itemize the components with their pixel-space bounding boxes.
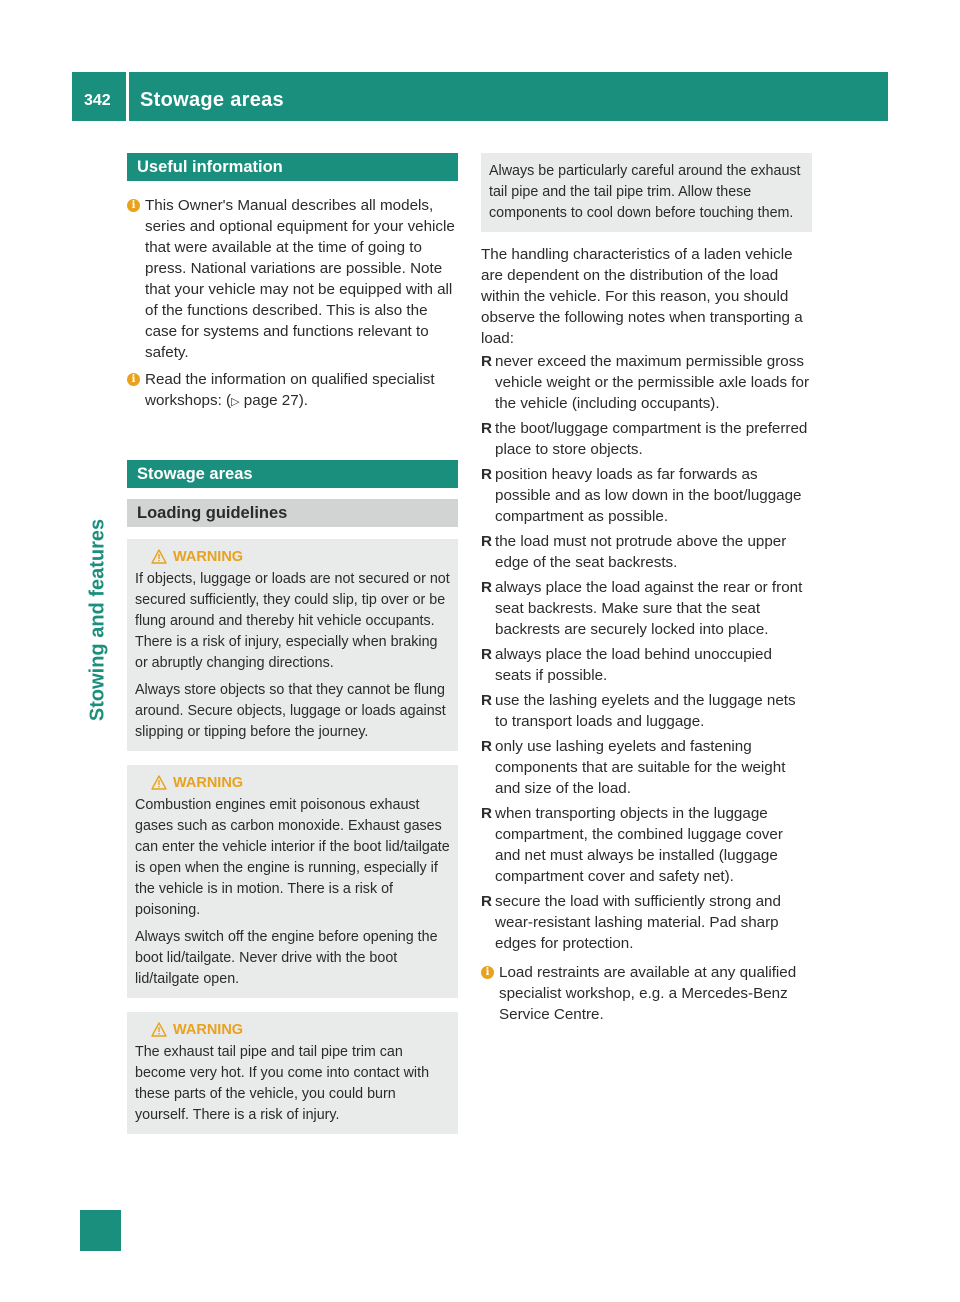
warning-box-continued xyxy=(481,153,812,232)
body-paragraph: The handling characteristics of a laden vehicle are dependent on the distribution of the load within the vehicle. For this reason, you should observe the following notes when transporting a load: xyxy=(481,246,803,347)
info-note xyxy=(481,962,812,1025)
list-item xyxy=(481,577,812,640)
bullet-marker: R xyxy=(481,692,492,709)
list-item-text: the boot/luggage compartment is the preferred place to store objects. xyxy=(495,420,808,458)
info-text: Read the information on qualified specialist workshops: ( xyxy=(145,371,435,409)
warning-text: The exhaust tail pipe and tail pipe trim can become very hot. If you come into contact with these parts of the vehicle, you could burn yourself. There is a risk of injury. xyxy=(135,1044,430,1123)
bullet-marker: R xyxy=(481,646,492,663)
left-column xyxy=(127,153,458,1134)
warning-text: Always store objects so that they cannot be flung around. Secure objects, luggage or loads against slipping or tipping before the journey. xyxy=(135,682,446,740)
list-item xyxy=(481,644,812,686)
warning-triangle-icon xyxy=(151,1022,167,1037)
warning-triangle-icon xyxy=(151,549,167,564)
info-icon: i xyxy=(127,373,140,386)
list-item-text: use the lashing eyelets and the luggage nets to transport loads and luggage. xyxy=(495,692,796,730)
list-item xyxy=(481,803,812,887)
info-icon: i xyxy=(481,966,494,979)
warning-label: WARNING xyxy=(173,1022,244,1038)
right-column xyxy=(481,153,812,1025)
page-ref-arrow-icon: ▷ xyxy=(231,396,240,408)
list-item-text: the load must not protrude above the upper edge of the seat backrests. xyxy=(495,533,787,571)
list-item-text: never exceed the maximum permissible gross vehicle weight or the permissible axle loads for the vehicle (including occupants). xyxy=(495,353,810,412)
side-tab-marker xyxy=(80,1210,121,1251)
info-text: Load restraints are available at any qualified specialist workshop, e.g. a Mercedes-Benz Service Centre. xyxy=(499,964,797,1023)
bullet-marker: R xyxy=(481,353,492,370)
page-reference-link[interactable]: page 27 xyxy=(243,392,299,409)
warning-header xyxy=(135,773,450,793)
warning-box xyxy=(127,1012,458,1134)
warning-label: WARNING xyxy=(173,775,244,791)
bullet-marker: R xyxy=(481,805,492,822)
list-item-text: when transporting objects in the luggage compartment, the combined luggage cover and net must always be installed (luggage compartment cover and safety net). xyxy=(495,805,783,885)
warning-triangle-icon xyxy=(151,775,167,790)
stowage-heading: Stowage areas xyxy=(127,460,458,488)
warning-box xyxy=(127,539,458,751)
list-item xyxy=(481,531,812,573)
bullet-marker: R xyxy=(481,738,492,755)
info-note xyxy=(127,369,458,413)
bullet-marker: R xyxy=(481,466,492,483)
bullet-marker: R xyxy=(481,533,492,550)
list-item-text: always place the load behind unoccupied seats if possible. xyxy=(495,646,772,684)
list-item-text: only use lashing eyelets and fastening components that are suitable for the weight and size of the load. xyxy=(495,738,786,797)
section-side-label: Stowing and features xyxy=(86,518,109,722)
info-icon: i xyxy=(127,199,140,212)
list-item-text: position heavy loads as far forwards as possible and as low down in the boot/luggage compartment as possible. xyxy=(495,466,802,525)
bullet-marker: R xyxy=(481,893,492,910)
warning-text: Always be particularly careful around the exhaust tail pipe and the tail pipe trim. Allow these components to cool down before touching them. xyxy=(489,163,801,221)
header-bar xyxy=(72,72,888,121)
warning-text: Always switch off the engine before opening the boot lid/tailgate. Never drive with the boot lid/tailgate open. xyxy=(135,929,438,987)
warning-text: If objects, luggage or loads are not secured or not secured sufficiently, they could slip, tip over or be flung around and thereby hit vehicle occupants. There is a risk of injury, especially when braking or abruptly changing directions. xyxy=(135,571,450,671)
list-item xyxy=(481,736,812,799)
warning-label: WARNING xyxy=(173,549,244,565)
list-item xyxy=(481,418,812,460)
list-item xyxy=(481,351,812,414)
loading-bullet-list xyxy=(481,351,812,954)
list-item xyxy=(481,690,812,732)
info-text: ). xyxy=(298,392,308,409)
warning-header xyxy=(135,547,450,567)
info-note xyxy=(127,195,458,363)
info-text: This Owner's Manual describes all models, series and optional equipment for your vehicle that were available at the time of going to press. National variations are possible. Note that your vehicle may not be equipped with all of the functions described. This is also the case for systems and functions relevant to safety. xyxy=(145,197,455,361)
list-item-text: always place the load against the rear or front seat backrests. Make sure that the seat backrests are securely locked into place. xyxy=(495,579,803,638)
bullet-marker: R xyxy=(481,420,492,437)
header-divider xyxy=(126,72,129,121)
list-item xyxy=(481,891,812,954)
list-item xyxy=(481,464,812,527)
page-title: Stowage areas xyxy=(140,89,284,111)
loading-guidelines-heading: Loading guidelines xyxy=(127,499,458,527)
warning-box xyxy=(127,765,458,998)
page-number: 342 xyxy=(84,92,111,109)
useful-info-heading: Useful information xyxy=(127,153,458,181)
warning-text: Combustion engines emit poisonous exhaust gases such as carbon monoxide. Exhaust gases can enter the vehicle interior if the boot lid/tailgate is open when the engine is running, especially if the vehicle is in motion. There is a risk of poisoning. xyxy=(135,797,450,918)
warning-header xyxy=(135,1020,450,1040)
list-item-text: secure the load with sufficiently strong and wear-resistant lashing material. Pad sharp edges for protection. xyxy=(495,893,781,952)
bullet-marker: R xyxy=(481,579,492,596)
